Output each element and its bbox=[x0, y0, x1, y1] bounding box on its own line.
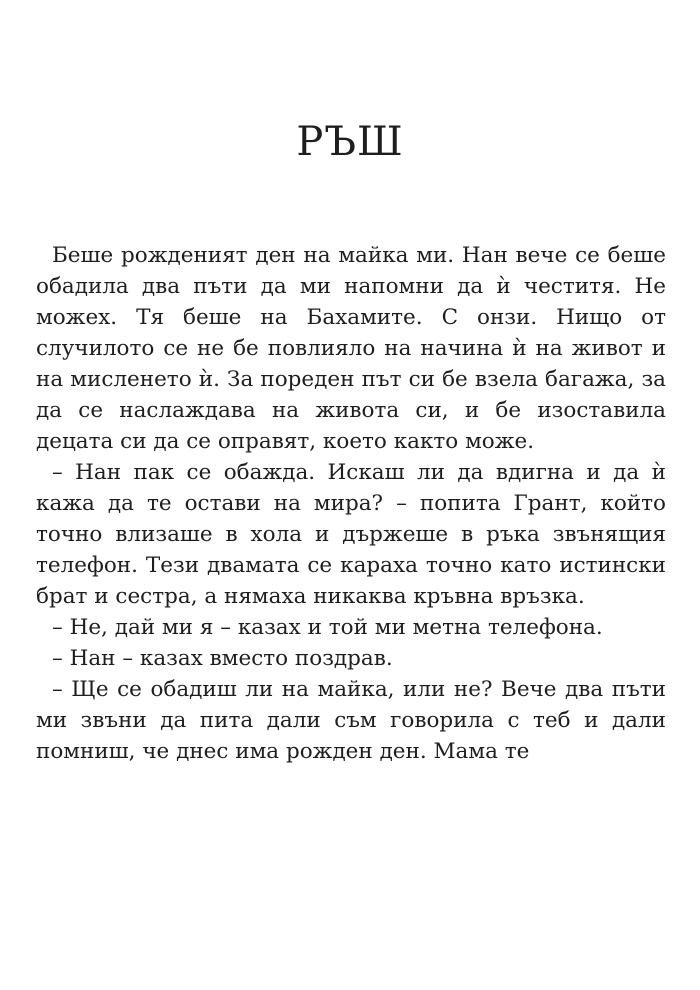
paragraph: – Ще се обадиш ли на майка, или не? Вече два пъти ми звъни да пита дали съм говорила с теб и дали помниш, че днес има рожден ден. Мама те bbox=[36, 677, 666, 764]
paragraph: – Нан – казах вместо поздрав. bbox=[52, 646, 393, 671]
paragraph: – Нан пак се обажда. Искаш ли да вдигна и да ѝ кажа да те остави на мира? – попита Грант, който точно влизаше в хола и държеше в ръка звънящия телефон. Тези двамата се караха точно като истински брат и сестра, а нямаха никаква кръвна връзка. bbox=[36, 460, 666, 609]
paragraph: – Не, дай ми я – казах и той ми метна телефона. bbox=[52, 615, 603, 640]
chapter-body bbox=[36, 240, 666, 767]
paragraph: Беше рожденият ден на майка ми. Нан вече се беше обадила два пъти да ми напомни да ѝ честитя. Не можех. Тя беше на Бахамите. С онзи. Нищо от случилото се не бе повлияло на начина ѝ на живот и на мисленето ѝ. За пореден път си бе взела багажа, за да се наслаждава на живота си, и бе изоставила децата си да се оправят, което както може. bbox=[36, 243, 666, 454]
chapter-title: РЪШ bbox=[296, 119, 404, 165]
